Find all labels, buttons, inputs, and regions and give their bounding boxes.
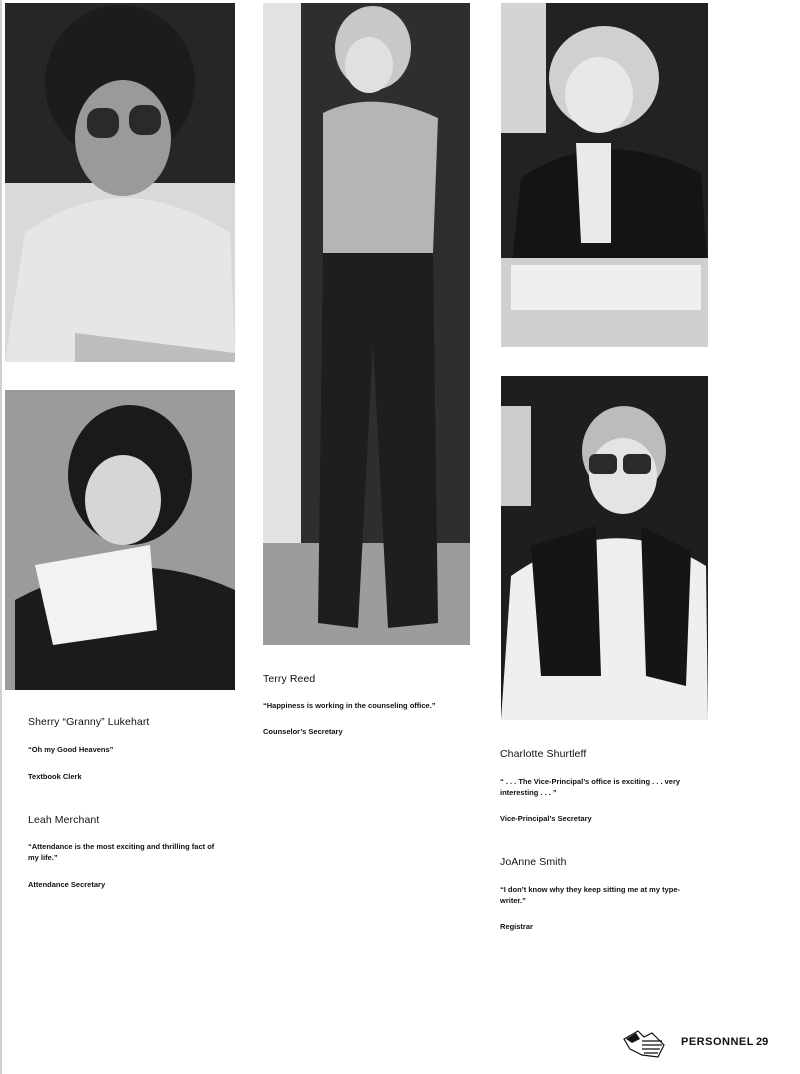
- name-sherry-lukehart: Sherry “Granny” Lukehart: [28, 716, 150, 728]
- title-sherry-lukehart: Textbook Clerk: [28, 772, 82, 781]
- page-edge: [0, 0, 2, 1074]
- quote-leah-merchant-line1: “Attendance is the most exciting and thrilling fact of: [28, 842, 215, 851]
- photo-terry-reed: [263, 3, 470, 645]
- name-terry-reed: Terry Reed: [263, 673, 316, 685]
- quote-sherry-lukehart: “Oh my Good Heavens”: [28, 745, 114, 754]
- photo-sherry-lukehart: [5, 3, 235, 362]
- portrait-image: [501, 3, 708, 347]
- title-joanne-smith: Registrar: [500, 922, 533, 931]
- name-leah-merchant: Leah Merchant: [28, 814, 100, 826]
- section-label: PERSONNEL: [681, 1036, 754, 1048]
- photo-leah-merchant: [5, 390, 235, 690]
- eagle-flag-icon: [622, 1027, 666, 1061]
- photo-joanne-smith: [501, 376, 708, 720]
- quote-joanne-smith-line1: “I don’t know why they keep sitting me at my type-: [500, 885, 681, 894]
- name-charlotte-shurtleff: Charlotte Shurtleff: [500, 748, 587, 760]
- quote-leah-merchant-line2: my life.”: [28, 853, 58, 862]
- portrait-image: [501, 376, 708, 720]
- name-joanne-smith: JoAnne Smith: [500, 856, 567, 868]
- page-number: 29: [756, 1036, 769, 1048]
- quote-joanne-smith-line2: writer.”: [500, 896, 526, 905]
- quote-charlotte-shurtleff-line1: “ . . . The Vice-Principal’s office is exciting . . . very: [500, 777, 681, 786]
- title-leah-merchant: Attendance Secretary: [28, 880, 106, 889]
- title-terry-reed: Counselor’s Secretary: [263, 727, 343, 736]
- photo-charlotte-shurtleff: [501, 3, 708, 347]
- quote-terry-reed: “Happiness is working in the counseling office.”: [263, 701, 436, 710]
- portrait-image: [5, 3, 235, 362]
- quote-charlotte-shurtleff-line2: interesting . . . ”: [500, 788, 557, 797]
- title-charlotte-shurtleff: Vice-Principal’s Secretary: [500, 814, 592, 823]
- portrait-image: [263, 3, 470, 645]
- portrait-image: [5, 390, 235, 690]
